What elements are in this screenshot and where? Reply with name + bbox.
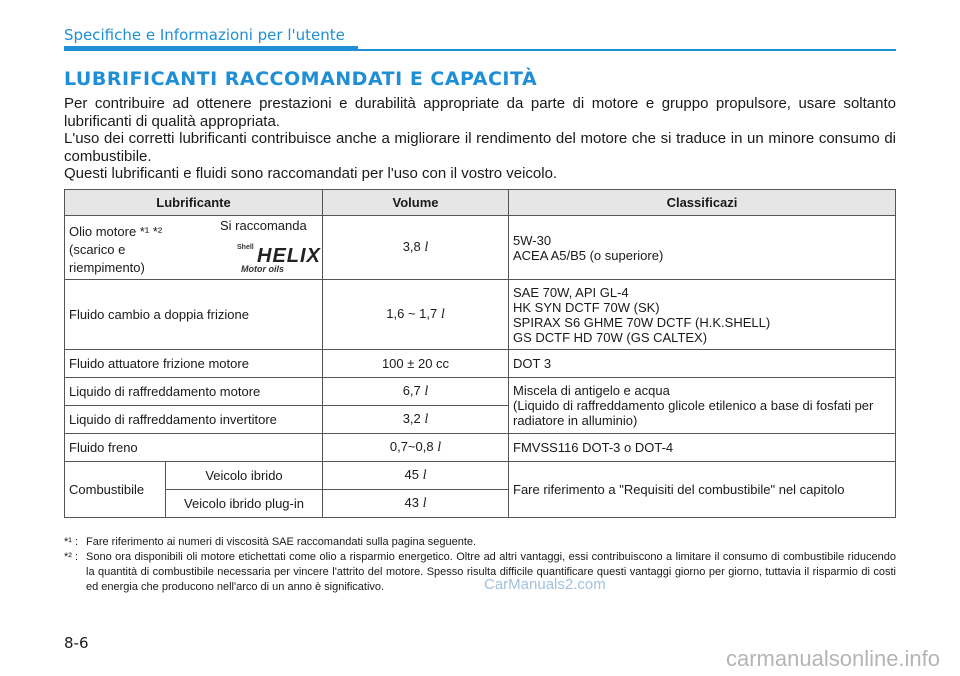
litre-symbol: l — [422, 468, 427, 483]
intro-paragraph-1: Per contribuire ad ottenere prestazioni e durabilità appropriate da parte di motore e gruppo propulsore, usare soltanto lubrificanti di qualità appropriata. — [64, 95, 896, 130]
fuel-hybrid-label: Veicolo ibrido — [166, 462, 323, 490]
recommend-note: Si raccomanda — [220, 218, 307, 233]
spec-line: HK SYN DCTF 70W (SK) — [513, 299, 660, 315]
engine-coolant-volume — [323, 378, 509, 406]
table-row — [65, 280, 896, 350]
inverter-coolant-name: Liquido di raffreddamento invertitore — [65, 406, 323, 434]
spec-line: Miscela di antigelo e acqua — [513, 383, 670, 398]
volume-value: 3,8 — [402, 239, 421, 254]
fuel-name: Combustibile — [65, 462, 166, 518]
logo-shell-text: Shell — [237, 244, 254, 251]
clutch-actuator-name: Fluido attuatore frizione motore — [65, 350, 323, 378]
volume-value: 45 — [404, 467, 419, 482]
table-row — [65, 462, 896, 490]
engine-oil-name-line: Olio motore *¹ *² — [69, 224, 163, 239]
footnote-2 — [64, 550, 896, 595]
engine-oil-volume — [323, 216, 509, 280]
lubricants-table — [64, 189, 896, 518]
fuel-plugin-volume — [323, 490, 509, 518]
brake-fluid-name: Fluido freno — [65, 434, 323, 462]
header-classification: Classificazi — [509, 190, 896, 216]
spec-line: ACEA A5/B5 (o superiore) — [513, 247, 664, 263]
spec-line: 5W-30 — [513, 232, 552, 248]
table-header-row — [65, 190, 896, 216]
page-title: LUBRIFICANTI RACCOMANDATI E CAPACITÀ — [64, 68, 538, 90]
fuel-hybrid-volume — [323, 462, 509, 490]
header-bar — [64, 46, 358, 51]
volume-value: 0,7~0,8 — [389, 439, 434, 454]
brake-fluid-volume — [323, 434, 509, 462]
litre-symbol: l — [422, 496, 427, 511]
spec-line: GS DCTF HD 70W (GS CALTEX) — [513, 329, 708, 345]
intro-paragraph-3: Questi lubrificanti e fluidi sono raccomandati per l'uso con il vostro veicolo. — [64, 165, 558, 182]
spec-line: (Liquido di raffreddamento glicole etilenico a base di fosfati per radiatore in alluminio) — [513, 398, 874, 428]
engine-oil-spec — [509, 216, 896, 280]
volume-value: 6,7 — [402, 383, 421, 398]
engine-oil-name-line: riempimento) — [69, 260, 145, 275]
section-header: Specifiche e Informazioni per l'utente — [64, 26, 345, 44]
page-number: 8-6 — [64, 634, 89, 652]
brake-fluid-spec: FMVSS116 DOT-3 o DOT-4 — [509, 434, 896, 462]
table-row — [65, 350, 896, 378]
fuel-plugin-label: Veicolo ibrido plug-in — [166, 490, 323, 518]
footnote-text: Fare riferimento ai numeri di viscosità SAE raccomandati sulla pagina seguente. — [86, 536, 477, 548]
watermark-carmanualsonline: carmanualsonline.info — [726, 646, 941, 671]
header-rule — [358, 49, 896, 51]
footnote-mark: *¹ : — [64, 536, 79, 548]
inverter-coolant-volume — [323, 406, 509, 434]
table-row — [65, 434, 896, 462]
footnote-1 — [64, 535, 896, 550]
footnotes — [64, 535, 896, 595]
litre-symbol: l — [424, 412, 429, 427]
coolant-spec — [509, 378, 896, 434]
header-lubricant: Lubrificante — [65, 190, 323, 216]
volume-value: 1,6 ~ 1,7 — [386, 306, 438, 321]
dct-fluid-name: Fluido cambio a doppia frizione — [65, 280, 323, 350]
footnote-mark: *² : — [64, 551, 79, 563]
logo-motor-text: Motor oils — [241, 264, 284, 274]
spec-line: SPIRAX S6 GHME 70W DCTF (H.K.SHELL) — [513, 314, 771, 330]
litre-symbol: l — [424, 240, 429, 255]
table-row — [65, 378, 896, 406]
litre-symbol: l — [440, 307, 445, 322]
dct-fluid-volume — [323, 280, 509, 350]
litre-symbol: l — [437, 440, 442, 455]
litre-symbol: l — [424, 384, 429, 399]
fuel-spec: Fare riferimento a "Requisiti del combustibile" nel capitolo — [509, 462, 896, 518]
engine-oil-name-line: (scarico e — [69, 242, 126, 257]
shell-helix-logo — [237, 240, 321, 274]
table-row — [65, 216, 896, 280]
volume-value: 43 — [404, 495, 419, 510]
footnote-text: Sono ora disponibili oli motore etichettati come olio a risparmio energetico. Oltre ad altri vantaggi, essi contribuiscono a limitare il consumo di combustibile riducendo la quantità di combustibile necessaria per vincere l'attrito del motore. Spesso risulta difficile quantificare questi vantaggi giorno per giorno, tuttavia il risparmio di costi ed energia che producono nell'arco di un anno è significativo. — [86, 551, 896, 593]
clutch-actuator-spec: DOT 3 — [509, 350, 896, 378]
intro-paragraph-2: L'uso dei corretti lubrificanti contribuisce anche a migliorare il rendimento del motore che si traduce in un minore consumo di combustibile. — [64, 130, 896, 165]
logo-helix-text: HELIX — [257, 245, 321, 267]
engine-oil-cell — [65, 216, 323, 280]
engine-oil-name — [69, 223, 162, 277]
clutch-actuator-volume: 100 ± 20 cc — [323, 350, 509, 378]
intro-text — [64, 95, 896, 183]
dct-fluid-spec — [509, 280, 896, 350]
volume-value: 3,2 — [402, 411, 421, 426]
watermark-carmanuals2: CarManuals2.com — [484, 576, 606, 593]
engine-coolant-name: Liquido di raffreddamento motore — [65, 378, 323, 406]
header-volume: Volume — [323, 190, 509, 216]
spec-line: SAE 70W, API GL-4 — [513, 284, 629, 300]
